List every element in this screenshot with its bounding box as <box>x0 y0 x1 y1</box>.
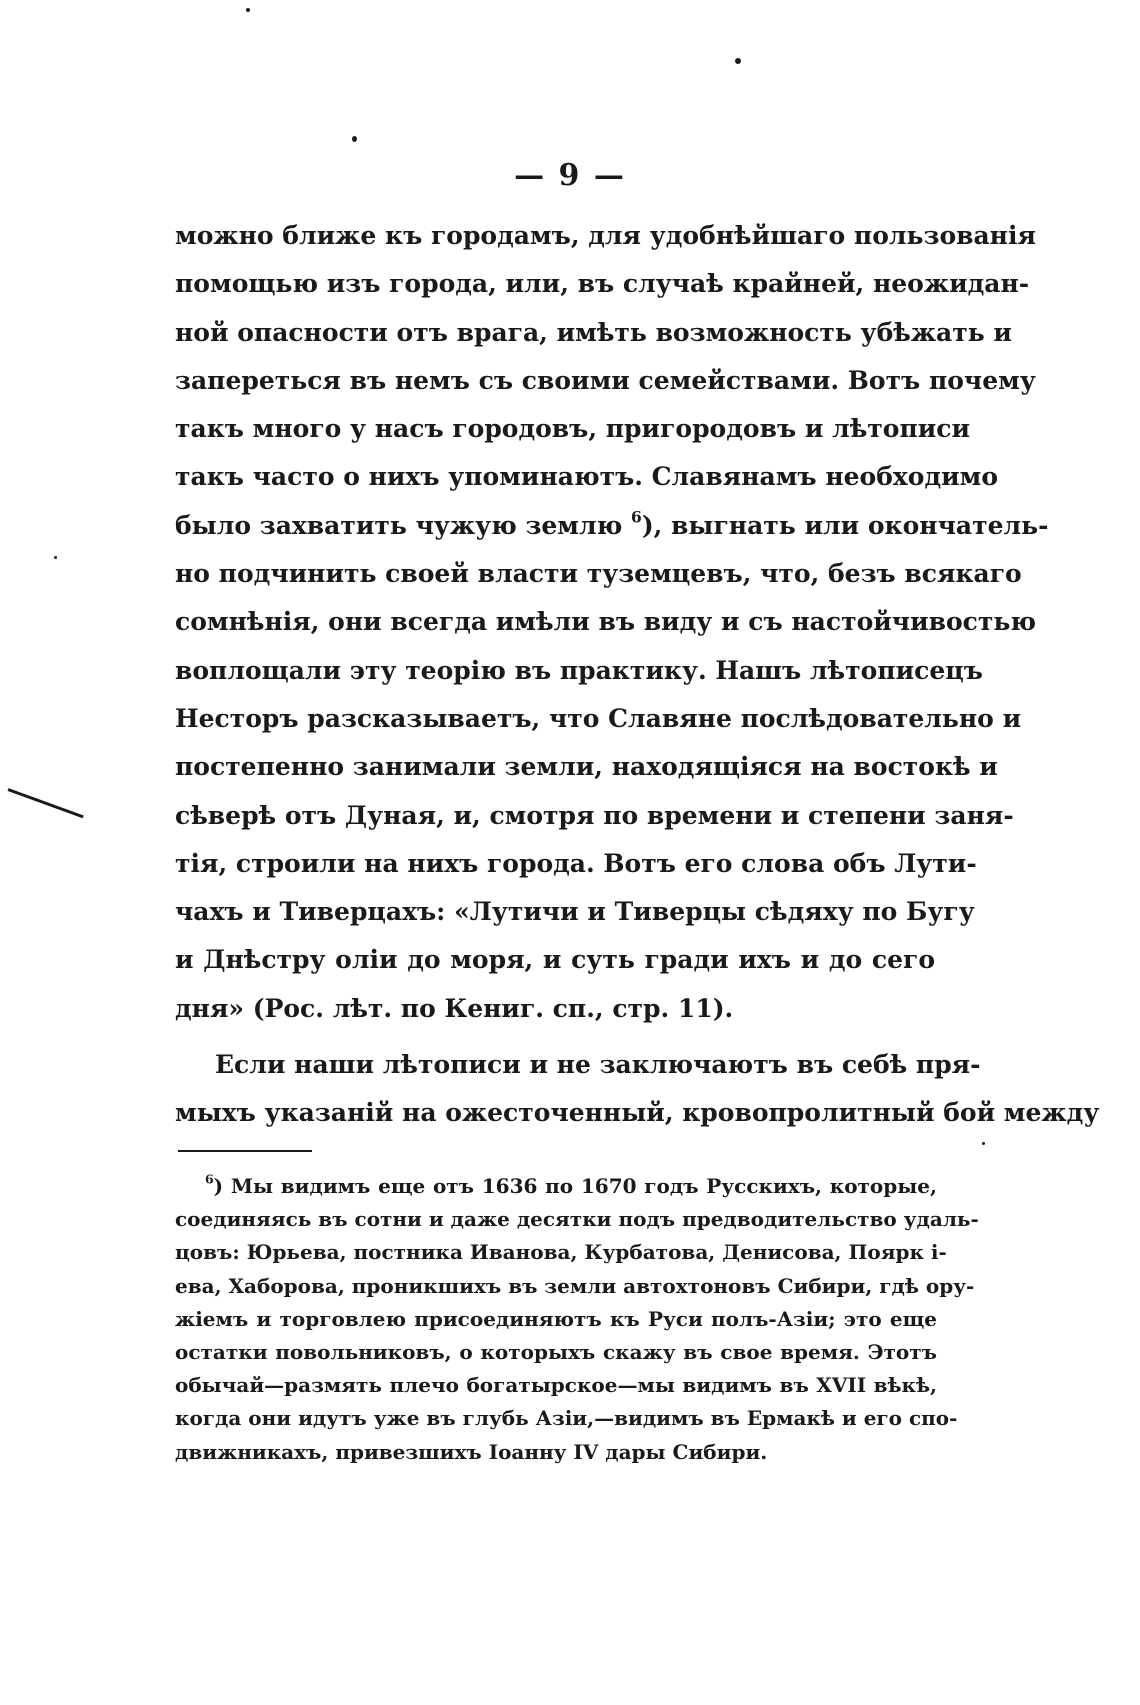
text-fragment: ) Мы видимъ еще отъ 1636 по 1670 годъ Русскихъ, которые, <box>213 1174 937 1198</box>
text-line: сомнѣнія, они всегда имѣли въ виду и съ настойчивостью <box>175 607 1036 637</box>
ink-speck <box>54 556 57 559</box>
text-line: такъ часто о нихъ упоминаютъ. Славянамъ необходимо <box>175 462 999 492</box>
text-line: Если наши лѣтописи и не заключаютъ въ себѣ пря- <box>215 1050 981 1080</box>
footnote-line <box>175 1170 937 1203</box>
text-line: постепенно занимали земли, находящіяся на востокѣ и <box>175 752 998 782</box>
footnote-line: жіемъ и торговлею присоединяютъ къ Руси полъ-Азіи; это еще <box>175 1306 937 1331</box>
text-line: и Днѣстру оліи до моря, и суть гради ихъ и до сего <box>175 945 935 975</box>
ink-speck <box>352 136 357 142</box>
text-line: запереться въ немъ съ своими семействами. Вотъ почему <box>175 365 1036 395</box>
footnote-line: ева, Хаборова, проникшихъ въ земли автохтоновъ Сибири, гдѣ ору- <box>175 1273 975 1298</box>
text-line: чахъ и Тиверцахъ: «Лутичи и Тиверцы сѣдяху по Бугу <box>175 897 975 927</box>
footnote-line: цовъ: Юрьева, постника Иванова, Курбатова, Денисова, Поярк і- <box>175 1240 947 1265</box>
main-text <box>175 212 1100 1138</box>
ink-speck <box>246 8 250 12</box>
text-line: сѣверѣ отъ Дуная, и, смотря по времени и степени заня- <box>175 800 1014 830</box>
text-line-with-footnote-ref <box>175 502 1049 550</box>
text-line: воплощали эту теорію въ практику. Нашъ лѣтописецъ <box>175 655 983 685</box>
text-line: такъ много у насъ городовъ, пригородовъ и лѣтописи <box>175 414 971 444</box>
text-fragment: ), выгнать или окончатель- <box>641 510 1049 540</box>
text-line: мыхъ указаній на ожесточенный, кровопролитный бой между <box>175 1098 1100 1128</box>
footnote-reference[interactable]: 6 <box>631 507 642 527</box>
margin-pen-stroke <box>7 788 83 818</box>
text-line: дня» (Рос. лѣт. по Кениг. сп., стр. 11). <box>175 993 734 1023</box>
text-line: можно ближе къ городамъ, для удобнѣйшаго пользованія <box>175 221 1036 250</box>
page-number: — 9 — <box>514 158 626 193</box>
text-line: ной опасности отъ врага, имѣть возможность убѣжать и <box>175 317 1012 347</box>
footnote-marker: 6 <box>205 1171 214 1187</box>
ink-speck <box>982 1142 985 1145</box>
footnote-line: остатки повольниковъ, о которыхъ скажу въ свое время. Этотъ <box>175 1339 937 1364</box>
footnote-divider <box>178 1150 312 1152</box>
footnote-line: обычай—размять плечо богатырское—мы видимъ въ XVII вѣкѣ, <box>175 1373 937 1398</box>
footnote-line: движникахъ, привезшихъ Іоанну IV дары Сибири. <box>175 1439 768 1464</box>
text-line: но подчинить своей власти туземцевъ, что, безъ всякаго <box>175 559 1022 589</box>
ink-speck <box>735 58 741 64</box>
paragraph-gap <box>175 1033 935 1041</box>
text-line: Несторъ разсказываетъ, что Славяне послѣдовательно и <box>175 703 1022 733</box>
footnote-line: когда они идутъ уже въ глубь Азіи,—видимъ въ Ермакѣ и его спо- <box>175 1406 958 1431</box>
text-line: помощью изъ города, или, въ случаѣ крайней, неожидан- <box>175 269 1030 299</box>
text-fragment: было захватить чужую землю <box>175 510 623 540</box>
text-line: тія, строили на нихъ города. Вотъ его слова объ Лути- <box>175 848 977 878</box>
footnote-block <box>175 1170 979 1469</box>
footnote-line: соединяясь въ сотни и даже десятки подъ предводительство удаль- <box>175 1207 979 1232</box>
